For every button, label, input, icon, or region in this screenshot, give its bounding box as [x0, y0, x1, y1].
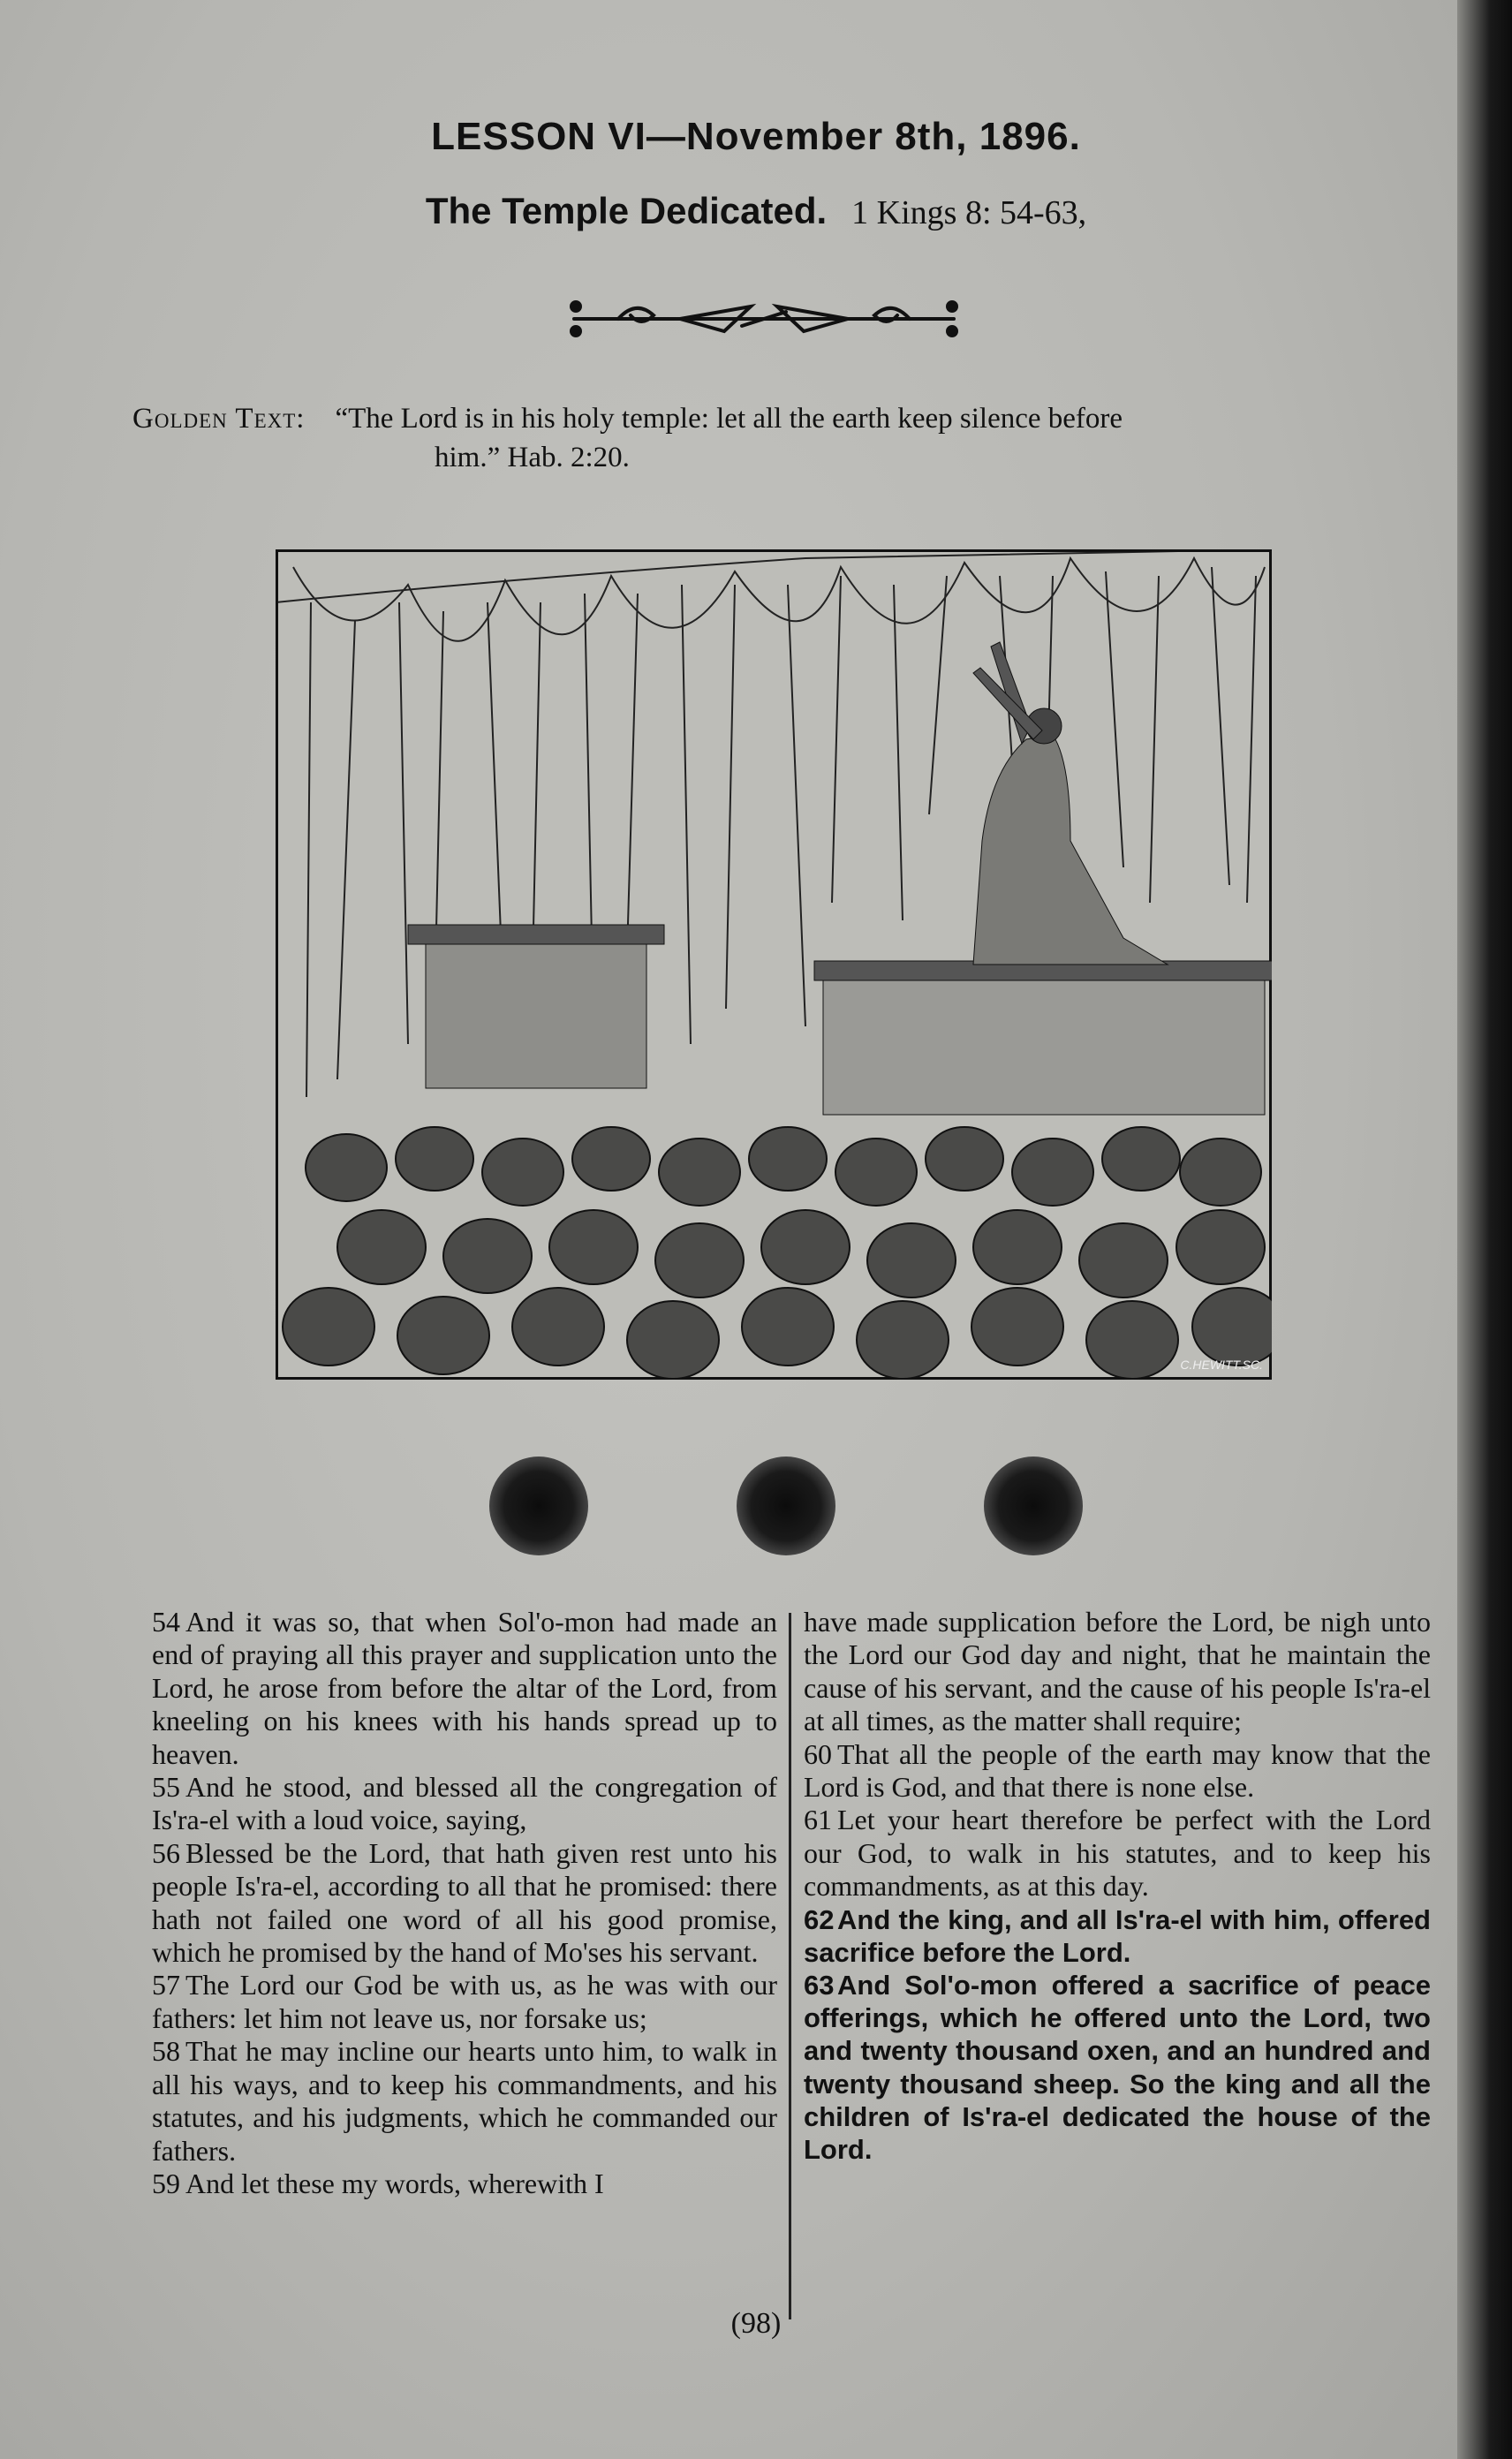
sunburst-icon	[984, 1456, 1083, 1555]
verse	[152, 1969, 777, 2035]
verse-number: 57	[152, 1969, 180, 2001]
column-divider	[789, 1613, 791, 2319]
verse	[152, 1606, 777, 1771]
verse-text: Let your heart therefore be perfect with the Lord our God, to walk in his statutes, and to keep his commandments, as at this day.	[804, 1804, 1431, 1903]
verse-number: 56	[152, 1836, 180, 1869]
verse-number: 61	[804, 1804, 832, 1836]
verse-number: 62	[804, 1903, 835, 1935]
verse-number: 55	[152, 1771, 180, 1804]
verse	[804, 1738, 1431, 1805]
temple-dedication-engraving	[276, 549, 1272, 1380]
verse-number: 60	[804, 1737, 832, 1770]
verse-text: That all the people of the earth may know that the Lord is God, and that there is none else.	[804, 1737, 1431, 1804]
verse-text: have made supplication before the Lord, be nigh unto the Lord our God day and night, that he maintain the cause of his servant, and the cause of his people Is'ra-el at all times, as the matter shall require;	[804, 1606, 1431, 1737]
verse	[804, 1969, 1431, 2166]
verse-number: 54	[152, 1606, 180, 1638]
scripture-reference: 1 Kings 8: 54-63,	[851, 194, 1087, 231]
verse-text: That he may incline our hearts unto him, to walk in all his ways, and to keep his commandments, and his statutes, and his judgments, which he commanded our fathers.	[152, 2035, 777, 2167]
decorative-sunbursts	[477, 1449, 1095, 1563]
verse-text: And the king, and all Is'ra-el with him, offered sacrifice before the Lord.	[804, 1903, 1431, 1968]
lesson-title: LESSON VI—November 8th, 1896.	[431, 115, 1081, 158]
verse	[152, 1837, 777, 1970]
sunburst-icon	[737, 1456, 835, 1555]
golden-text-quote-line2: him.” Hab. 2:20.	[435, 442, 630, 473]
verse-text: And let these my words, wherewith I	[185, 2167, 604, 2199]
verse-text: The Lord our God be with us, as he was with our fathers: let him not leave us, nor forsake us;	[152, 1969, 777, 2034]
verse	[804, 1903, 1431, 1969]
verse-text: Blessed be the Lord, that hath given rest unto his people Is'ra-el, according to all that he promised: there hath not failed one word of all his good promise, which he promised by the hand of Mo'ses his servant.	[152, 1836, 777, 1969]
verses-column-left	[152, 1606, 777, 2200]
sunburst-icon	[489, 1456, 588, 1555]
verse	[152, 2035, 777, 2168]
golden-text-label: Golden Text:	[132, 403, 306, 435]
verse	[152, 1771, 777, 1837]
lesson-subtitle	[0, 190, 1512, 232]
verse	[152, 2168, 777, 2200]
verse-number: 58	[152, 2035, 180, 2068]
engraver-signature: C.HEWITT.SC.	[1180, 1358, 1263, 1372]
golden-text-quote-line1: “The Lord is in his holy temple: let all the earth keep silence before	[335, 403, 1123, 435]
verse-number: 59	[152, 2167, 180, 2199]
verses-column-right	[804, 1606, 1431, 2166]
verse-text: And he stood, and blessed all the congregation of Is'ra-el with a loud voice, saying,	[152, 1771, 777, 1836]
book-edge	[1457, 0, 1512, 2459]
golden-text	[132, 399, 1404, 477]
verse-number: 63	[804, 1970, 835, 2001]
verse-text: And Sol'o-mon offered a sacrifice of peace offerings, which he offered unto the Lord, two and twenty thousand oxen, and an hundred and twenty thousand sheep. So the king and all the children of Is'ra-el dedicated the house of the Lord.	[804, 1970, 1431, 2166]
verse	[804, 1804, 1431, 1903]
verse-text: And it was so, that when Sol'o-mon had made an end of praying all this prayer and supplication unto the Lord, he arose from before the altar of the Lord, from kneeling on his knees with his hands spread up to heaven.	[152, 1606, 777, 1770]
page-number: (98)	[730, 2307, 782, 2340]
lesson-name: The Temple Dedicated.	[425, 190, 828, 231]
ornament-divider	[565, 287, 963, 349]
verse-continuation	[804, 1606, 1431, 1738]
